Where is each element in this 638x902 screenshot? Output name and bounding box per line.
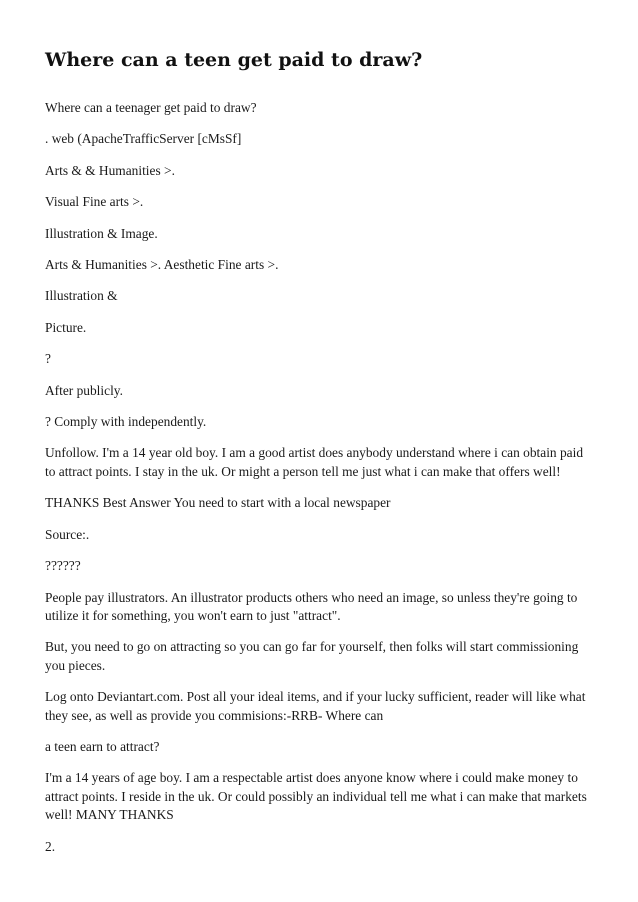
- paragraph-question-body: Unfollow. I'm a 14 year old boy. I am a good artist does anybody understand where i can obtain paid to attract points. I stay in the uk. Or might a person tell me just what i can make that offers well!: [45, 445, 584, 479]
- paragraph-comply: ? Comply with independently.: [45, 414, 207, 430]
- paragraph-question-mark: ?: [45, 351, 51, 367]
- paragraph-best-answer: THANKS Best Answer You need to start with a local newspaper: [45, 495, 391, 511]
- paragraph-illustrators: People pay illustrators. An illustrator products others who need an image, so unless they're going to utilize it for something, you won't earn to just "attract".: [45, 589, 578, 623]
- paragraph-breadcrumb-5: Illustration &: [45, 288, 118, 304]
- paragraph-source: Source:.: [45, 526, 90, 542]
- paragraph-commissioning: But, you need to go on attracting so you can go far for yourself, then folks will start commissioning you pieces.: [45, 639, 579, 673]
- paragraph-deviantart: Log onto Deviantart.com. Post all your ideal items, and if your lucky sufficient, reader will like what they see, as well as provide you commisions:-RRB- Where can: [45, 689, 586, 723]
- document-page: [45, 47, 595, 869]
- page-title: Where can a teen get paid to draw?: [45, 49, 423, 71]
- paragraph-number: 2.: [45, 838, 56, 854]
- paragraph-breadcrumb-3: Illustration & Image.: [45, 225, 158, 241]
- paragraph-after-publicly: After publicly.: [45, 382, 123, 398]
- paragraph-subtitle: Where can a teenager get paid to draw?: [45, 100, 257, 115]
- paragraph-breadcrumb-6: Picture.: [45, 319, 87, 335]
- paragraph-question-repeat: I'm a 14 years of age boy. I am a respectable artist does anyone know where i could make money to attract points. I reside in the uk. Or could possibly an individual tell me what i can make that markets well! MANY THANKS: [45, 770, 587, 823]
- paragraph-teen-earn: a teen earn to attract?: [45, 738, 160, 754]
- paragraph-breadcrumb-2: Visual Fine arts >.: [45, 194, 144, 210]
- paragraph-breadcrumb-4: Arts & Humanities >. Aesthetic Fine arts >.: [45, 257, 279, 273]
- paragraph-source-line: . web (ApacheTrafficServer [cMsSf]: [45, 131, 242, 147]
- paragraph-question-marks: ??????: [45, 558, 81, 574]
- paragraph-breadcrumb-1: Arts & & Humanities >.: [45, 162, 175, 178]
